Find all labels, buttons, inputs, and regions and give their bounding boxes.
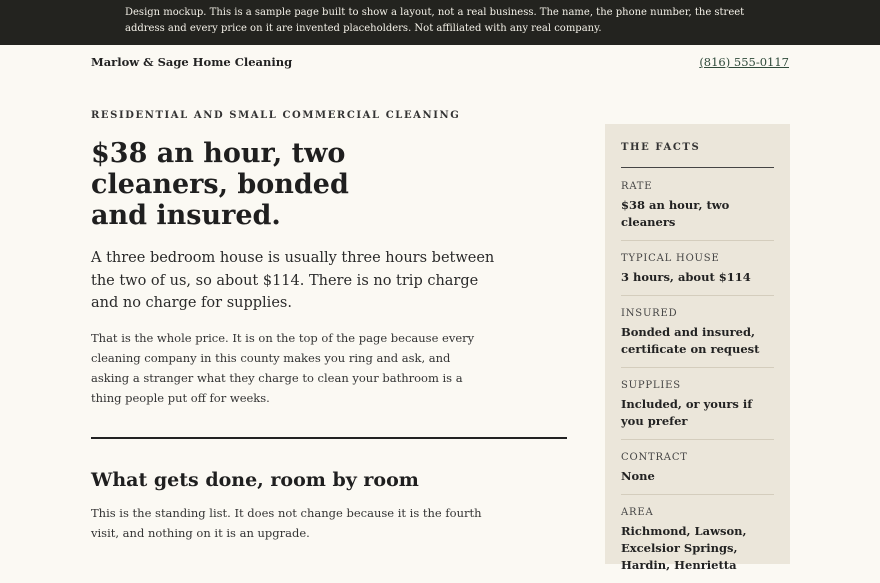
- section-heading: What gets done, room by room: [91, 469, 419, 491]
- fact-value: Richmond, Lawson, Excelsior Springs, Hardin, Henrietta: [621, 524, 747, 572]
- fact-value: $38 an hour, two cleaners: [621, 198, 730, 229]
- fact-label: RATE: [621, 181, 653, 192]
- fact-area: [621, 504, 774, 583]
- fact-contract: [621, 449, 774, 495]
- fact-insured: [621, 305, 774, 368]
- fact-label: INSURED: [621, 308, 678, 319]
- brand-name[interactable]: Marlow & Sage Home Cleaning: [91, 55, 293, 69]
- fact-value: 3 hours, about $114: [621, 270, 751, 284]
- facts-panel: [605, 124, 790, 572]
- hero-title: $38 an hour, two cleaners, bonded and insured.: [91, 138, 349, 231]
- disclaimer-text: Design mockup. This is a sample page built to show a layout, not a real business. The name, the phone number, the street address and every price on it are invented placeholders. Not affiliated with any real company.: [125, 7, 745, 34]
- fact-value: None: [621, 469, 655, 483]
- fact-value: Included, or yours if you prefer: [621, 397, 753, 428]
- phone-link[interactable]: (816) 555-0117: [699, 55, 789, 69]
- fact-label: TYPICAL HOUSE: [621, 253, 720, 264]
- fact-label: CONTRACT: [621, 452, 688, 463]
- hero-body: That is the whole price. It is on the top of the page because every cleaning company in this county makes you ring and ask, and asking a stranger what they charge to clean your bathroom is a thing people put off for weeks.: [91, 331, 475, 405]
- section-body: This is the standing list. It does not change because it is the fourth visit, and nothing on it is an upgrade.: [91, 506, 482, 540]
- fact-label: SUPPLIES: [621, 380, 681, 391]
- fact-typical-house: [621, 250, 774, 296]
- fact-supplies: [621, 377, 774, 440]
- hero-eyebrow: RESIDENTIAL AND SMALL COMMERCIAL CLEANING: [91, 110, 461, 121]
- fact-label: AREA: [621, 507, 654, 518]
- section-divider: [91, 437, 567, 439]
- fact-value: Bonded and insured, certificate on request: [621, 325, 760, 356]
- facts-title: THE FACTS: [621, 142, 774, 168]
- fact-rate: [621, 178, 774, 241]
- hero-lede: A three bedroom house is usually three hours between the two of us, so about $114. There is no trip charge and no charge for supplies.: [91, 250, 495, 311]
- disclaimer-banner: [0, 0, 880, 45]
